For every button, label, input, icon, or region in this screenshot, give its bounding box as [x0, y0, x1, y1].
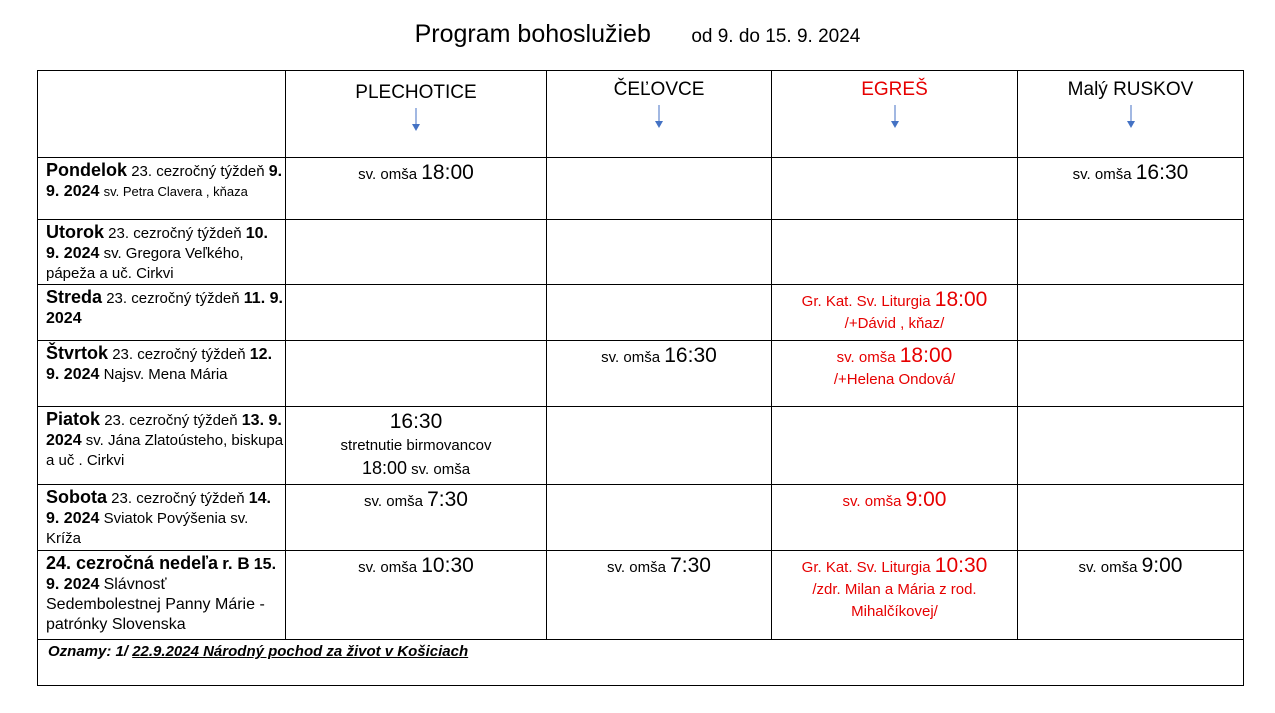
col-header-label: PLECHOTICE [355, 82, 477, 103]
service-label: sv. omša [411, 461, 471, 478]
day-row [38, 407, 1244, 485]
day-cell [38, 485, 286, 551]
service-cell [286, 485, 547, 551]
day-date: 11. 9. 2024 [46, 290, 283, 327]
week-label: r. B [222, 554, 250, 573]
day-cell [38, 158, 286, 220]
service-label: Gr. Kat. Sv. Liturgia [801, 293, 931, 310]
service-cell [772, 407, 1018, 485]
day-name: 24. cezročná nedeľa [46, 553, 219, 573]
service-label: sv. omša [836, 349, 896, 366]
day-cell [38, 551, 286, 640]
service-cell [772, 285, 1018, 341]
day-row [38, 220, 1244, 285]
service-time: 18:00 [361, 458, 407, 478]
arrow-down-icon [654, 105, 664, 129]
service-cell [1018, 407, 1244, 485]
week-label: 23. cezročný týždeň [104, 412, 238, 429]
service-cell [286, 220, 547, 285]
service-time: 10:30 [421, 554, 474, 577]
day-name: Streda [46, 287, 103, 307]
feast-label: Sviatok Povýšenia sv. Kríža [46, 510, 249, 547]
day-name: Sobota [46, 487, 107, 507]
day-row [38, 341, 1244, 407]
service-label: sv. omša [607, 559, 666, 576]
service-label: stretnutie birmovancov [340, 437, 492, 454]
service-cell [1018, 485, 1244, 551]
service-time: 7:30 [670, 554, 711, 577]
feast-label: sv. Petra Clavera , kňaza [103, 184, 248, 199]
service-intention: /+Dávid , kňaz/ [844, 315, 945, 332]
service-time: 9:00 [1141, 554, 1183, 577]
service-cell [547, 551, 772, 640]
page-title [0, 20, 1275, 49]
week-label: 23. cezročný týždeň [131, 163, 265, 180]
col-header-egres [772, 71, 1018, 158]
col-header-celovce [547, 71, 772, 158]
service-cell [1018, 285, 1244, 341]
service-label: Gr. Kat. Sv. Liturgia [801, 559, 931, 576]
schedule-title: Program bohoslužieb [414, 20, 651, 48]
header-row [38, 71, 1244, 158]
week-label: 23. cezročný týždeň [108, 225, 242, 242]
day-cell [38, 341, 286, 407]
service-time: 16:30 [389, 410, 443, 433]
col-header-label: ČEĽOVCE [613, 79, 705, 100]
day-cell [38, 407, 286, 485]
service-cell [547, 485, 772, 551]
service-cell [772, 158, 1018, 220]
service-cell [772, 485, 1018, 551]
service-cell [286, 407, 547, 485]
service-cell [286, 158, 547, 220]
service-label: sv. omša [1072, 166, 1132, 183]
service-label: sv. omša [601, 349, 661, 366]
announcements-prefix: Oznamy: 1/ [48, 643, 133, 660]
day-row [38, 485, 1244, 551]
col-header-label: EGREŠ [861, 79, 928, 100]
service-cell [286, 551, 547, 640]
service-cell [1018, 220, 1244, 285]
day-date: 14. 9. 2024 [46, 490, 271, 527]
service-cell [772, 220, 1018, 285]
schedule-table [37, 70, 1244, 686]
day-row [38, 285, 1244, 341]
service-cell [1018, 341, 1244, 407]
day-row [38, 158, 1244, 220]
service-cell [547, 407, 772, 485]
service-label: sv. omša [358, 166, 418, 183]
date-range: od 9. do 15. 9. 2024 [691, 26, 861, 47]
service-cell [286, 285, 547, 341]
service-cell [772, 551, 1018, 640]
col-header-plechotice [286, 71, 547, 158]
service-time: 10:30 [934, 554, 988, 577]
day-date: 10. 9. 2024 [46, 225, 268, 262]
service-label: sv. omša [842, 493, 902, 510]
service-label: sv. omša [364, 493, 423, 510]
service-cell [772, 341, 1018, 407]
announcements-row [38, 640, 1244, 686]
service-intention: /zdr. Milan a Mária z rod. Mihalčíkovej/ [812, 581, 977, 620]
service-time: 18:00 [934, 288, 988, 311]
feast-label: Slávnosť Sedembolestnej Panny Márie -patrónky Slovenska [46, 576, 265, 633]
arrow-down-icon [890, 105, 900, 129]
day-name: Utorok [46, 222, 104, 242]
arrow-down-icon [1126, 105, 1136, 129]
service-time: 18:00 [899, 344, 953, 367]
service-time: 16:30 [664, 344, 717, 367]
announcements-text: 22.9.2024 Národný pochod za život v Košiciach [132, 643, 469, 660]
feast-label: sv. Jána Zlatoústeho, biskupa a uč . Cirkvi [46, 432, 284, 469]
feast-label: sv. Gregora Veľkého, pápeža a uč. Cirkvi [46, 245, 244, 282]
day-row [38, 551, 1244, 640]
service-time: 16:30 [1135, 161, 1189, 184]
arrow-down-icon [411, 108, 421, 132]
service-cell [1018, 158, 1244, 220]
day-name: Štvrtok [46, 343, 109, 363]
week-label: 23. cezročný týždeň [111, 490, 245, 507]
service-cell [1018, 551, 1244, 640]
day-name: Pondelok [46, 160, 128, 180]
service-cell [547, 158, 772, 220]
week-label: 23. cezročný týždeň [106, 290, 240, 307]
day-date: 15. 9. 2024 [46, 556, 277, 593]
day-cell [38, 285, 286, 341]
corner-cell [38, 71, 286, 158]
service-time: 18:00 [421, 161, 474, 184]
service-label: sv. omša [358, 559, 418, 576]
feast-label: Najsv. Mena Mária [103, 366, 228, 383]
day-date: 9. 9. 2024 [46, 163, 283, 200]
service-time: 7:30 [427, 488, 468, 511]
service-cell [547, 220, 772, 285]
day-name: Piatok [46, 409, 101, 429]
day-cell [38, 220, 286, 285]
week-label: 23. cezročný týždeň [112, 346, 246, 363]
service-cell [547, 341, 772, 407]
service-intention: /+Helena Ondová/ [833, 371, 956, 388]
col-header-label: Malý RUSKOV [1067, 79, 1194, 100]
col-header-maly-ruskov [1018, 71, 1244, 158]
day-date: 12. 9. 2024 [46, 346, 273, 383]
day-date: 13. 9. 2024 [46, 412, 282, 449]
service-label: sv. omša [1078, 559, 1138, 576]
service-time: 9:00 [905, 488, 947, 511]
service-cell [286, 341, 547, 407]
service-cell [547, 285, 772, 341]
announcements [38, 640, 1244, 686]
